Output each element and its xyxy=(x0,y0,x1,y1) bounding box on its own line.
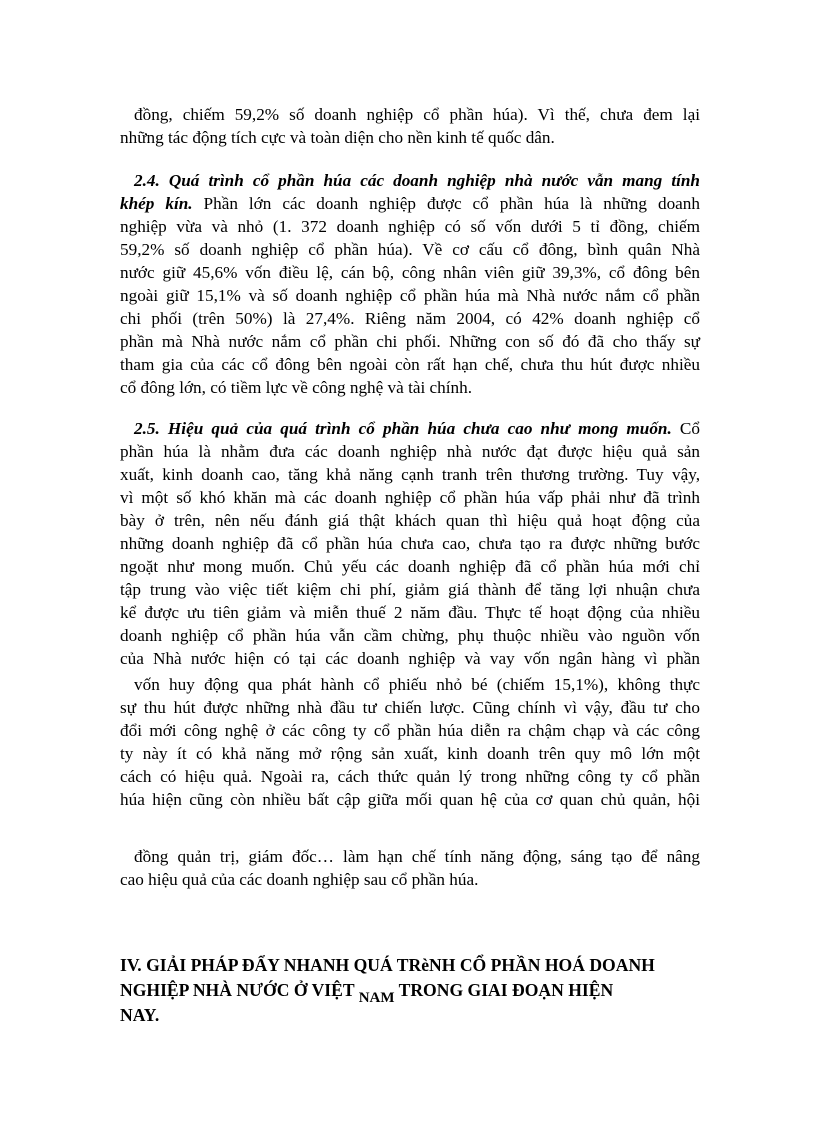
text-line: tập trung vào việc tiết kiệm chi phí, giảm giá thành để tăng lợi nhuận chưa xyxy=(120,580,700,599)
section-2-5 xyxy=(120,417,700,670)
text-line: 59,2% số doanh nghiệp cổ phần húa). Về cơ cấu cổ đông, bình quân Nhà xyxy=(120,240,700,259)
text-line: ty này ít có khả năng mở rộng sản xuất, kinh doanh trên quy mô lớn một xyxy=(120,744,700,763)
section-iv-heading xyxy=(120,953,720,1028)
heading-fragment: NGHIỆP NHÀ NƯỚC Ở VIỆT xyxy=(120,980,359,1000)
text-line: tham gia của các cổ đông bên ngoài còn rất hạn chế, chưa thu hút được nhiều xyxy=(120,355,700,374)
text-line: của Nhà nước hiện có tại các doanh nghiệp và vay vốn ngân hàng vì phần xyxy=(120,649,700,668)
text-line: đồng, chiếm 59,2% số doanh nghiệp cổ phần húa). Vì thế, chưa đem lại xyxy=(134,105,700,124)
paragraph-continuation-3 xyxy=(120,673,700,811)
text-line: ngoài giữ 15,1% và số doanh nghiệp cổ phần húa mà Nhà nước nắm cổ phần xyxy=(120,286,700,305)
section-2-4-heading: 2.4. Quá trình cổ phần húa các doanh nghiệp nhà nước vẫn mang tính xyxy=(134,171,700,190)
text-line: cổ đông lớn, có tiềm lực về công nghệ và tài chính. xyxy=(120,378,473,397)
text-line: những doanh nghiệp đã cổ phần húa chưa cao, chưa tạo ra được những bước xyxy=(120,534,700,553)
text-line: doanh nghiệp cổ phần húa vẫn cầm chừng, phụ thuộc nhiều vào nguồn vốn xyxy=(120,626,700,645)
text-line: phần mà Nhà nước nắm cổ phần chi phối. Những con số đó đã cho thấy sự xyxy=(120,332,700,351)
text-fragment: Phần lớn các doanh nghiệp được cổ phần húa là những doanh xyxy=(192,194,700,213)
text-line: phần húa là nhằm đưa các doanh nghiệp nhà nước đạt được hiệu quả sản xyxy=(120,442,700,461)
heading-line: IV. GIẢI PHÁP ĐẨY NHANH QUÁ TRèNH CỔ PHẦN HOÁ DOANH xyxy=(120,955,655,975)
text-line: ngoặt như mong muốn. Chủ yếu các doanh nghiệp đã cổ phần húa mới chỉ xyxy=(120,557,700,576)
section-2-4 xyxy=(120,169,700,399)
heading-fragment: TRONG GIAI ĐOẠN HIỆN xyxy=(394,980,614,1000)
text-line: chi phối (trên 50%) là 27,4%. Riêng năm 2004, có 42% doanh nghiệp cổ xyxy=(120,309,700,328)
section-2-4-heading-line xyxy=(120,169,700,192)
section-2-5-heading-line xyxy=(120,417,700,440)
text-line: nước giữ 45,6% vốn điều lệ, cán bộ, công nhân viên giữ 39,3%, cổ đông bên xyxy=(120,263,700,282)
text-line: kể được ưu tiên giảm và miễn thuế 2 năm đầu. Thực tế hoạt động của nhiều xyxy=(120,603,700,622)
text-line: xuất, kinh doanh cao, tăng khả năng cạnh tranh trên thương trường. Tuy vậy, xyxy=(120,465,700,484)
section-2-4-heading-end: khép kín. xyxy=(120,194,193,213)
text-line xyxy=(120,192,700,215)
text-line: húa hiện cũng còn nhiều bất cập giữa mối quan hệ của cơ quan chủ quản, hội xyxy=(120,790,700,809)
text-line: bày ở trên, nên nếu đánh giá thật khách quan thì hiệu quả hoạt động của xyxy=(120,511,700,530)
text-line: sự thu hút được những nhà đầu tư chiến lược. Cũng chính vì vậy, đầu tư cho xyxy=(120,698,700,717)
section-2-5-heading: 2.5. Hiệu quả của quá trình cổ phần húa chưa cao như mong muốn. xyxy=(134,419,672,438)
heading-fragment-nam: NAM xyxy=(358,990,395,1006)
text-fragment: Cổ xyxy=(671,419,700,438)
text-line: cao hiệu quả của các doanh nghiệp sau cổ phần húa. xyxy=(120,870,479,889)
text-line: cách có hiệu quả. Ngoài ra, cách thức quản lý trong những công ty cổ phần xyxy=(120,767,700,786)
paragraph-continuation-4 xyxy=(120,845,700,891)
text-line: vốn huy động qua phát hành cổ phiếu nhỏ bé (chiếm 15,1%), không thực xyxy=(134,675,700,694)
heading-line: NAY. xyxy=(120,1005,160,1025)
text-line: nghiệp vừa và nhỏ (1. 372 doanh nghiệp có số vốn dưới 5 tỉ đồng, chiếm xyxy=(120,217,700,236)
text-line: đổi mới công nghệ ở các công ty cổ phần húa diễn ra chậm chạp và các công xyxy=(120,721,700,740)
heading-line xyxy=(120,978,720,1006)
text-line: những tác động tích cực và toàn diện cho nền kinh tế quốc dân. xyxy=(120,128,555,147)
text-line: vì một số khó khăn mà các doanh nghiệp cổ phần húa vấp phải như đã trình xyxy=(120,488,700,507)
paragraph-continuation-1 xyxy=(120,103,700,149)
text-line: đồng quản trị, giám đốc… làm hạn chế tính năng động, sáng tạo để nâng xyxy=(134,847,700,866)
